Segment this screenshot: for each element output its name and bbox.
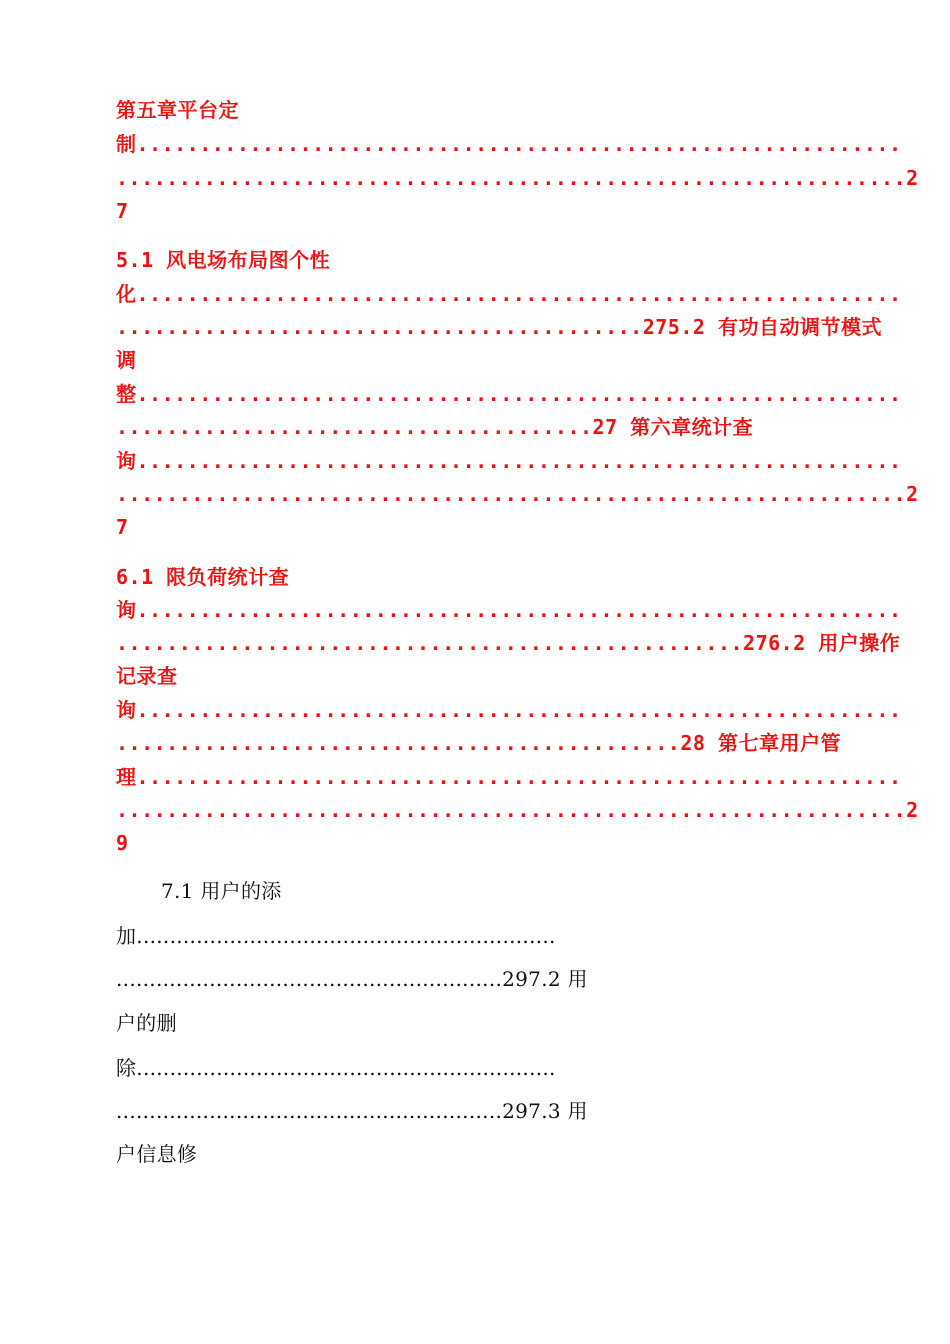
toc-line: 化............................................................. [116,282,902,306]
toc-plain-line: 加............................................................... [116,924,556,948]
toc-plain-line: 7.1 用户的添 [161,879,282,903]
toc-line: 7 [116,515,129,539]
toc-line: 9 [116,831,129,855]
toc-line: 整............................................................. [116,382,902,406]
toc-line: 7 [116,199,129,223]
toc-line: ...............................................................2 [116,482,919,506]
toc-line: 制............................................................. [116,132,902,156]
toc-line: 5.1 风电场布局图个性 [116,248,331,272]
toc-plain-line: ..........................................................297.2 用 [116,967,588,991]
toc-line: ......................................27 第六章统计查 [116,415,754,439]
toc-plain-line: ..........................................................297.3 用 [116,1099,588,1123]
toc-line: 调 [116,348,137,372]
toc-line: 询............................................................. [116,449,902,473]
toc-line: 6.1 限负荷统计查 [116,565,290,589]
toc-line: 询............................................................. [116,598,902,622]
toc-line: 第五章平台定 [116,98,239,122]
toc-line: 询............................................................. [116,698,902,722]
toc-plain-line: 户的删 [116,1011,177,1035]
toc-plain-line: 除............................................................... [116,1056,556,1080]
toc-line: ...............................................................2 [116,798,919,822]
toc-line: 记录查 [116,664,178,688]
toc-line: ..................................................276.2 用户操作 [116,631,901,655]
toc-plain-line: 户信息修 [116,1142,198,1166]
toc-line: ...............................................................2 [116,166,919,190]
toc-line: .............................................28 第七章用户管 [116,731,841,755]
toc-line: 理............................................................. [116,765,902,789]
toc-line: ..........................................275.2 有功自动调节模式 [116,315,882,339]
